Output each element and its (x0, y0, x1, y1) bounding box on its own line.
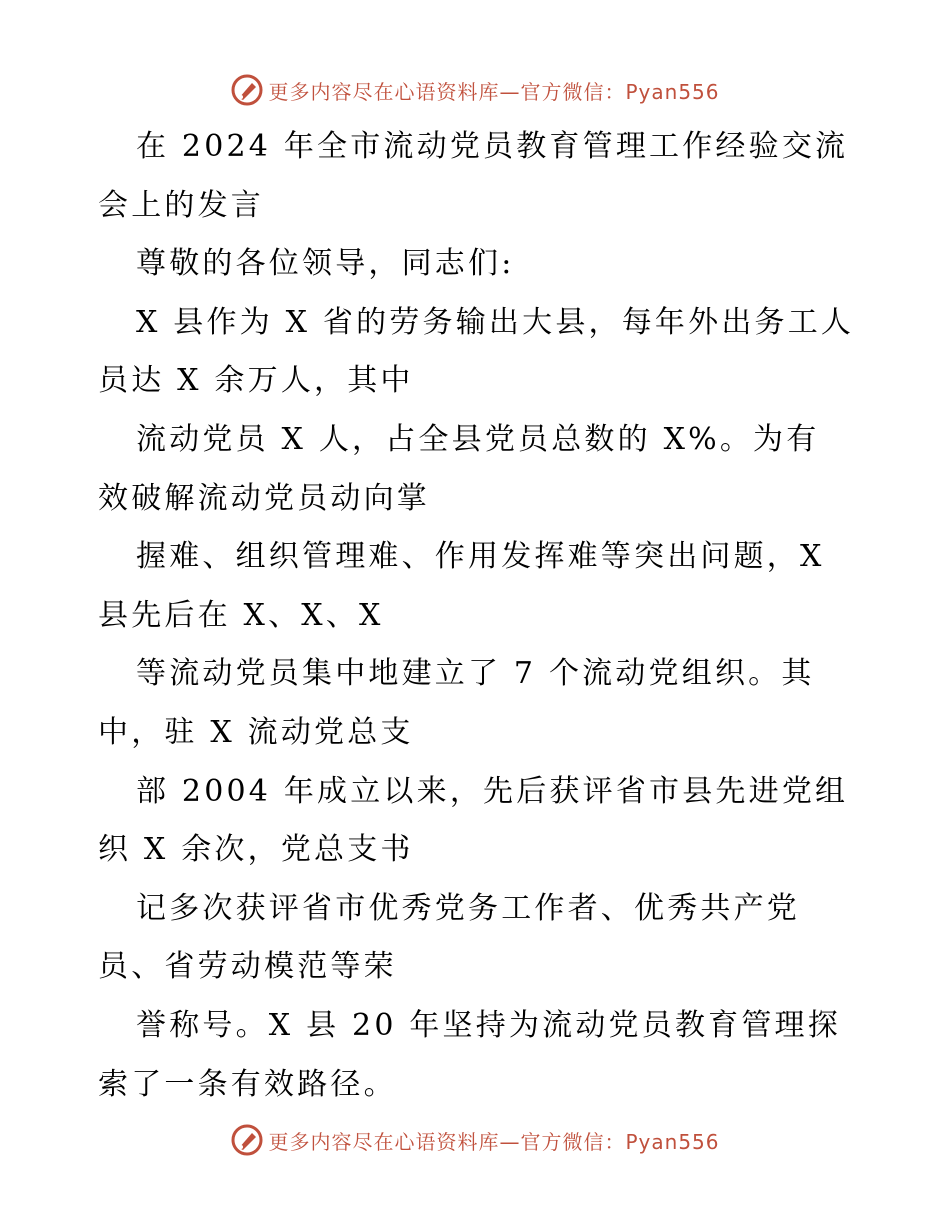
text-line: 记多次获评省市优秀党务工作者、优秀共产党 (136, 890, 800, 926)
salutation: 尊敬的各位领导，同志们: (136, 246, 515, 282)
footer-watermark (0, 1120, 950, 1160)
text-line: 员达 X 余万人，其中 (98, 363, 414, 399)
text-line: 织 X 余次，党总支书 (98, 832, 414, 868)
text-line: 流动党员 X 人，占全县党员总数的 X%。为有 (136, 421, 820, 457)
text-line: 部 2004 年成立以来，先后获评省市县先进党组 (136, 773, 849, 809)
pen-logo-icon (230, 73, 264, 107)
header-watermark (0, 70, 950, 110)
text-line: 员、省劳动模范等荣 (98, 949, 397, 985)
text-line: 誉称号。X 县 20 年坚持为流动党员教育管理探 (136, 1007, 841, 1043)
text-line: 等流动党员集中地建立了 7 个流动党组织。其 (136, 656, 815, 692)
title-line-1: 在 2024 年全市流动党员教育管理工作经验交流 (136, 129, 849, 164)
text-line: 握难、组织管理难、作用发挥难等突出问题，X (136, 539, 825, 575)
text-line: 效破解流动党员动向掌 (98, 480, 430, 516)
text-line: X 县作为 X 省的劳务输出大县，每年外出务工人 (136, 304, 855, 340)
document-body (98, 118, 858, 1114)
pen-logo-icon (230, 1123, 264, 1157)
title-line-2: 会上的发言 (98, 187, 264, 223)
watermark-text: 更多内容尽在心语资料库—官方微信：Pyan556 (268, 79, 720, 104)
watermark-text: 更多内容尽在心语资料库—官方微信：Pyan556 (268, 1129, 720, 1154)
text-line: 县先后在 X、X、X (98, 597, 384, 633)
text-line: 中，驻 X 流动党总支 (98, 714, 414, 750)
text-line: 索了一条有效路径。 (98, 1066, 397, 1102)
